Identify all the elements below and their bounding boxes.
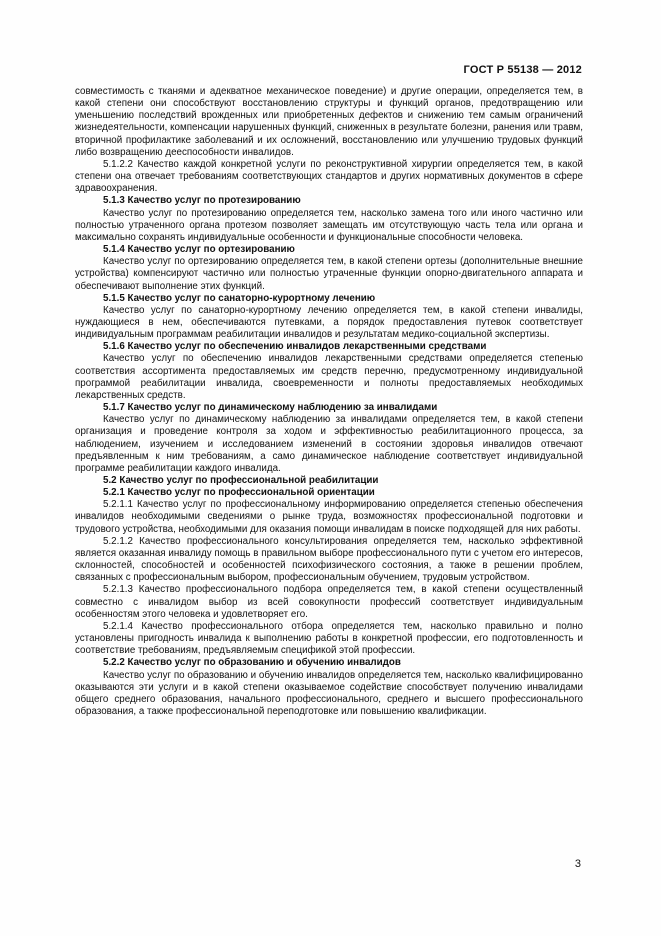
- section-heading: 5.1.7 Качество услуг по динамическому наблюдению за инвалидами: [103, 402, 438, 414]
- body-paragraph: Качество услуг по санаторно-курортному лечению определяется тем, в какой степени инвалиды, нуждающиеся в нем, обеспечиваются путевками, а порядок предоставления путевок соответствует индивидуальным программам реабилитации инвалидов и результатам медико-социальной экспертизы.: [75, 304, 583, 341]
- body-paragraph: 5.1.2.2 Качество каждой конкретной услуги по реконструктивной хирургии определяется тем, в какой степени она отвечает требованиям соответствующих стандартов и других нормативных документов в сфере здравоохранения.: [75, 158, 583, 195]
- section-heading: 5.1.6 Качество услуг по обеспечению инвалидов лекарственными средствами: [103, 341, 487, 353]
- body-paragraph: 5.2.1.3 Качество профессионального подбора определяется тем, в какой степени осуществленный совместно с инвалидом выбор из всей совокупности профессий соответствует индивидуальным особенностям этого человека и удовлетворяет его.: [75, 584, 583, 620]
- body-paragraph: Качество услуг по протезированию определяется тем, насколько замена того или иного частично или полностью утраченного органа протезом позволяет замещать им отсутствующую часть тела или органа и максимально сохранять индивидуальные особенности и функциональные способности человека.: [75, 207, 583, 243]
- body-paragraph: Качество услуг по динамическому наблюдению за инвалидами определяется тем, в какой степени организация и проведение контроля за ходом и эффективностью реабилитационного процесса, за наблюдением, изучением и исследованием изменений в состоянии здоровья инвалидов отвечают предъявленным к ним требованиям, а само динамическое наблюдение соответствует индивидуальной программе реабилитации каждого инвалида.: [75, 414, 583, 474]
- section-heading: 5.1.5 Качество услуг по санаторно-курортному лечению: [103, 292, 376, 304]
- body-paragraph: 5.2.1.1 Качество услуг по профессиональному информированию определяется степенью обеспечения инвалидов необходимыми сведениями о рынке труда, возможностях профессиональной подготовки и трудового устройства, необходимыми для оказания помощи инвалидам в поиске подходящей для них работы.: [75, 499, 583, 535]
- body-paragraph: Качество услуг по обеспечению инвалидов лекарственными средствами определяется степенью соответствия ассортимента предоставляемых им средств перечню, предусмотренному индивидуальной программой реабилитации инвалида, своевременности и полноты предоставляемых необходимых лекарственных средств.: [75, 353, 583, 401]
- standard-header: ГОСТ Р 55138 — 2012: [463, 64, 582, 76]
- section-heading: 5.2.1 Качество услуг по профессиональной ориентации: [103, 487, 375, 499]
- section-heading: 5.1.3 Качество услуг по протезированию: [103, 195, 301, 207]
- body-paragraph: Качество услуг по ортезированию определяется тем, в какой степени ортезы (дополнительные внешние устройства) компенсируют частично или полностью утраченные функции опорно-двигательного аппарата и обеспечивают выполнение этих функций.: [75, 256, 583, 292]
- body-paragraph: 5.2.1.4 Качество профессионального отбора определяется тем, насколько правильно и полно установлены пригодность инвалида к выполнению работы в конкретной профессии, его подготовленность и соответствие требованиям, предъявляемым спецификой этой профессии.: [75, 620, 583, 657]
- section-heading: 5.2 Качество услуг по профессиональной реабилитации: [103, 475, 379, 486]
- section-heading: 5.1.4 Качество услуг по ортезированию: [103, 244, 295, 256]
- body-paragraph: совместимость с тканями и адекватное механическое поведение) и другие операции, определяется тем, в какой степени они способствуют восстановлению структуры и функций органов, предотвращению или уменьшению последствий врожденных или приобретенных дефектов и снижению тем самым ограничений жизнедеятельности, компенсации нарушенных функций, сниженных в результате болезни, ранения или травм, вторичной профилактике заболеваний и их осложнений, восстановлению или улучшению трудовых функций либо возвращению дееспособности инвалидов.: [75, 86, 583, 158]
- page-number: 3: [574, 858, 581, 870]
- body-paragraph: 5.2.1.2 Качество профессионального консультирования определяется тем, насколько эффективной является оказанная инвалиду помощь в правильном выборе профессионального пути с учетом его интересов, склонностей, способностей и особенностей психофизического состояния, а также в решении проблем, связанных с профессиональным выбором, профессиональным обучением, трудовым устройством.: [75, 535, 583, 584]
- body-paragraph: Качество услуг по образованию и обучению инвалидов определяется тем, насколько квалифицированно оказываются эти услуги и в какой степени оказываемое содействие способствует получению инвалидами общего среднего образования, начального профессионального, среднего и высшего профессионального образования, а также профессиональной переподготовке или повышению квалификации.: [75, 669, 583, 717]
- document-body: [75, 86, 583, 718]
- section-heading: 5.2.2 Качество услуг по образованию и обучению инвалидов: [103, 657, 401, 669]
